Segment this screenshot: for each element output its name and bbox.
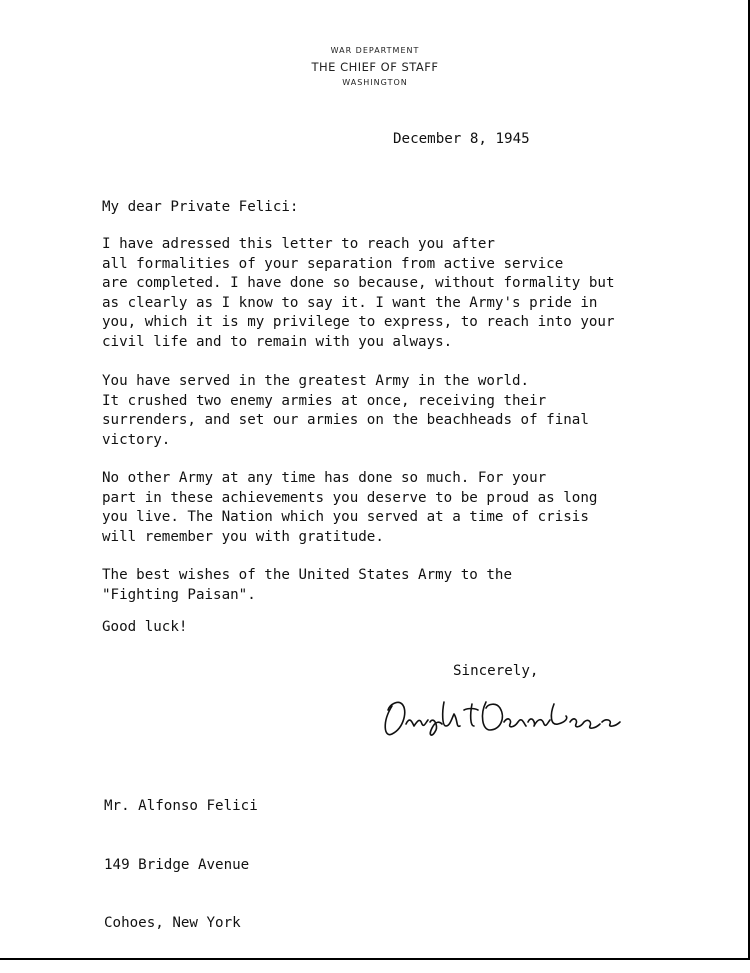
letterhead-department: WAR DEPARTMENT xyxy=(330,46,420,55)
letter-date: December 8, 1945 xyxy=(393,131,530,147)
paragraph-4: The best wishes of the United States Army to the "Fighting Paisan". xyxy=(102,567,512,603)
recipient-street: 149 Bridge Avenue xyxy=(104,856,250,873)
paragraph-3: No other Army at any time has done so much. For your part in these achievements you deserve to be proud as long you live. The Nation which you served at a time of crisis will remember you with gratitude. xyxy=(102,470,598,545)
recipient-name: Mr. Alfonso Felici xyxy=(104,798,258,814)
letterhead xyxy=(300,44,450,90)
recipient-address xyxy=(104,758,258,973)
letterhead-city: WASHINGTON xyxy=(342,78,408,87)
salutation: My dear Private Felici: xyxy=(102,199,299,215)
handwritten-signature-icon xyxy=(378,692,628,752)
paragraph-2: You have served in the greatest Army in the world. It crushed two enemy armies at once, receiving their surrenders, and set our armies on the beachheads of final victory. xyxy=(102,373,589,448)
closing: Sincerely, xyxy=(453,663,539,679)
recipient-city: Cohoes, New York xyxy=(104,915,241,931)
letterhead-office: THE CHIEF OF STAFF xyxy=(311,60,439,74)
good-luck-line: Good luck! xyxy=(102,619,188,635)
paragraph-1: I have adressed this letter to reach you after all formalities of your separation from active service are completed. I have done so because, without formality but as clearly as I know to say it. I want the Army's pride in you, which it is my privilege to express, to reach into your civil life and to remain with you always. xyxy=(102,236,615,350)
